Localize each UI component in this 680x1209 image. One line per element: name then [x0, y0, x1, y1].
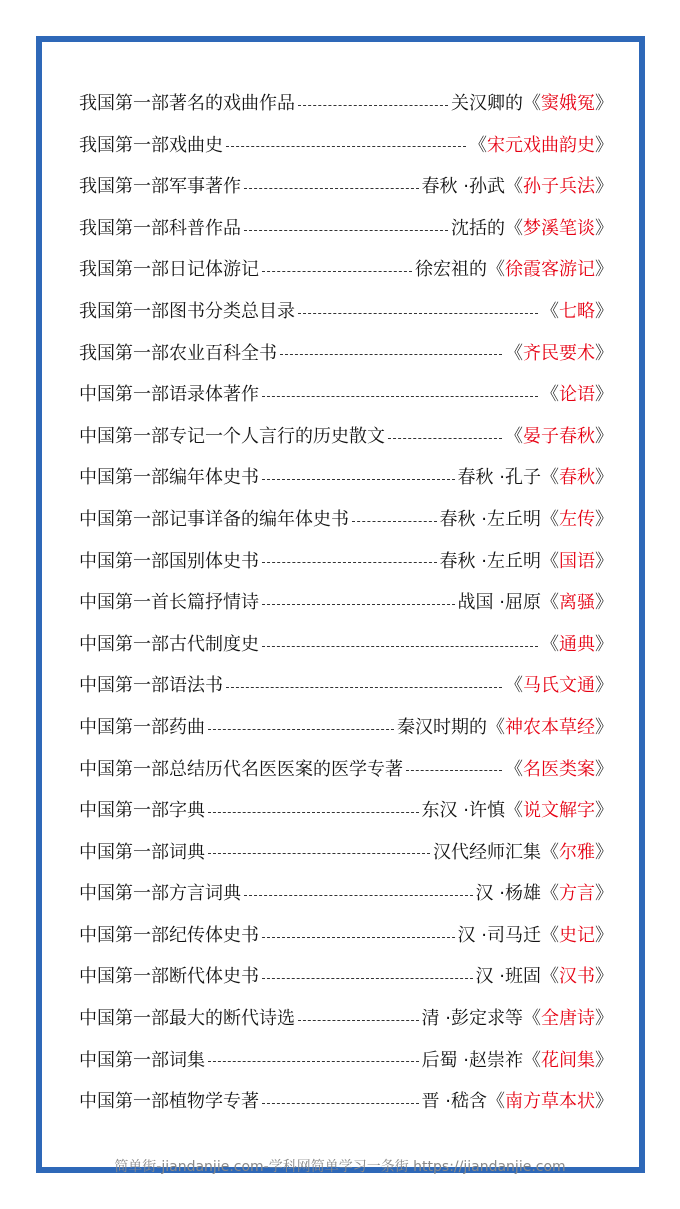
- item-work: [505, 166, 613, 208]
- open-bracket: 《: [505, 425, 523, 447]
- item-title: 汉书: [559, 966, 595, 988]
- open-bracket: 《: [505, 217, 523, 239]
- close-bracket: 》: [595, 592, 613, 614]
- close-bracket: 》: [595, 259, 613, 281]
- item-author: 战国 ·屈原: [457, 592, 541, 614]
- item-author: 春秋 ·孙武: [421, 176, 505, 198]
- item-author: 汉 ·班固: [475, 966, 541, 988]
- list-item: [79, 83, 613, 125]
- item-author: 春秋 ·左丘明: [439, 508, 541, 530]
- list-item: [79, 624, 613, 666]
- item-author: 清 ·彭定求等: [421, 1008, 523, 1030]
- list-item: [79, 956, 613, 998]
- item-work: [505, 790, 613, 832]
- item-work: [541, 541, 613, 583]
- dash-leader: [262, 395, 538, 397]
- close-bracket: 》: [595, 508, 613, 530]
- item-work: [505, 333, 613, 375]
- close-bracket: 》: [595, 217, 613, 239]
- item-subject: 中国第一部植物学专著: [79, 1091, 259, 1113]
- item-title: 说文解字: [523, 800, 595, 822]
- list-item: [79, 333, 613, 375]
- item-title: 论语: [559, 384, 595, 406]
- item-subject: 我国第一部著名的戏曲作品: [79, 93, 295, 114]
- item-title: 春秋: [559, 467, 595, 489]
- item-title: 宋元戏曲韵史: [487, 134, 595, 156]
- item-author: 徐宏祖的: [415, 259, 487, 281]
- open-bracket: 《: [541, 508, 559, 530]
- item-subject: 我国第一部军事著作: [79, 176, 241, 198]
- dash-leader: [406, 769, 502, 771]
- open-bracket: 《: [523, 93, 541, 114]
- item-work: [523, 1040, 613, 1082]
- item-work: [505, 208, 613, 250]
- open-bracket: 《: [541, 966, 559, 988]
- dash-leader: [262, 561, 437, 563]
- item-title: 方言: [559, 883, 595, 905]
- item-subject: 中国第一部国别体史书: [79, 550, 259, 572]
- dash-leader: [262, 936, 455, 938]
- item-title: 神农本草经: [505, 716, 595, 738]
- item-title: 花间集: [541, 1049, 595, 1071]
- item-author: 春秋 ·左丘明: [439, 550, 541, 572]
- firsts-list: [79, 83, 613, 1123]
- open-bracket: 《: [487, 1091, 505, 1113]
- dash-leader: [262, 270, 412, 272]
- dash-leader: [208, 1060, 419, 1062]
- item-work: [541, 624, 613, 666]
- item-title: 晏子春秋: [523, 425, 595, 447]
- list-item: [79, 1081, 613, 1123]
- dash-leader: [262, 478, 455, 480]
- dash-leader: [298, 104, 448, 106]
- dash-leader: [208, 728, 394, 730]
- item-title: 通典: [559, 633, 595, 655]
- item-author: 沈括的: [451, 217, 505, 239]
- item-title: 窦娥冤: [541, 93, 595, 114]
- list-item: [79, 457, 613, 499]
- dash-leader: [262, 603, 455, 605]
- list-item: [79, 541, 613, 583]
- item-subject: 中国第一部最大的断代诗选: [79, 1008, 295, 1030]
- dash-leader: [388, 437, 502, 439]
- item-work: [523, 998, 613, 1040]
- dash-leader: [226, 145, 466, 147]
- item-subject: 中国第一部记事详备的编年体史书: [79, 508, 349, 530]
- close-bracket: 》: [595, 93, 613, 114]
- list-item: [79, 125, 613, 167]
- open-bracket: 《: [541, 633, 559, 655]
- item-author: 汉 ·杨雄: [475, 883, 541, 905]
- item-subject: 中国第一部词集: [79, 1049, 205, 1071]
- open-bracket: 《: [505, 675, 523, 697]
- item-subject: 中国第一部编年体史书: [79, 467, 259, 489]
- open-bracket: 《: [541, 300, 559, 322]
- list-item: [79, 873, 613, 915]
- dash-leader: [262, 977, 473, 979]
- list-item: [79, 416, 613, 458]
- close-bracket: 》: [595, 384, 613, 406]
- item-subject: 中国第一部专记一个人言行的历史散文: [79, 425, 385, 447]
- item-subject: 中国第一部词典: [79, 841, 205, 863]
- item-author: 汉 ·司马迁: [457, 924, 541, 946]
- item-work: [505, 749, 613, 791]
- close-bracket: 》: [595, 633, 613, 655]
- item-subject: 中国第一部语法书: [79, 675, 223, 697]
- item-work: [541, 956, 613, 998]
- item-title: 左传: [559, 508, 595, 530]
- item-author: 关汉卿的: [451, 93, 523, 114]
- item-work: [487, 1081, 613, 1123]
- item-title: 名医类案: [523, 758, 595, 780]
- list-item: [79, 832, 613, 874]
- item-subject: 我国第一部农业百科全书: [79, 342, 277, 364]
- close-bracket: 》: [595, 675, 613, 697]
- close-bracket: 》: [595, 467, 613, 489]
- list-item: [79, 374, 613, 416]
- dash-leader: [298, 1019, 419, 1021]
- open-bracket: 《: [505, 342, 523, 364]
- dash-leader: [262, 1102, 419, 1104]
- item-subject: 我国第一部图书分类总目录: [79, 300, 295, 322]
- item-author: 东汉 ·许慎: [421, 800, 505, 822]
- close-bracket: 》: [595, 1008, 613, 1030]
- dash-leader: [262, 645, 538, 647]
- open-bracket: 《: [541, 883, 559, 905]
- item-subject: 中国第一部药曲: [79, 716, 205, 738]
- item-title: 孙子兵法: [523, 176, 595, 198]
- item-title: 马氏文通: [523, 675, 595, 697]
- list-item: [79, 499, 613, 541]
- list-item: [79, 707, 613, 749]
- item-work: [469, 125, 613, 167]
- item-subject: 中国第一部语录体著作: [79, 384, 259, 406]
- close-bracket: 》: [595, 883, 613, 905]
- open-bracket: 《: [505, 758, 523, 780]
- close-bracket: 》: [595, 841, 613, 863]
- item-work: [541, 499, 613, 541]
- item-subject: 中国第一部纪传体史书: [79, 924, 259, 946]
- list-item: [79, 915, 613, 957]
- item-author: 后蜀 ·赵崇祚: [421, 1049, 523, 1071]
- item-subject: 中国第一部方言词典: [79, 883, 241, 905]
- close-bracket: 》: [595, 716, 613, 738]
- dash-leader: [352, 520, 437, 522]
- close-bracket: 》: [595, 300, 613, 322]
- item-work: [541, 291, 613, 333]
- open-bracket: 《: [505, 800, 523, 822]
- open-bracket: 《: [541, 924, 559, 946]
- item-subject: 我国第一部戏曲史: [79, 134, 223, 156]
- item-title: 梦溪笔谈: [523, 217, 595, 239]
- open-bracket: 《: [523, 1008, 541, 1030]
- item-title: 史记: [559, 924, 595, 946]
- item-subject: 中国第一部断代体史书: [79, 966, 259, 988]
- item-subject: 中国第一部字典: [79, 800, 205, 822]
- item-subject: 中国第一首长篇抒情诗: [79, 592, 259, 614]
- close-bracket: 》: [595, 134, 613, 156]
- open-bracket: 《: [541, 384, 559, 406]
- list-item: [79, 582, 613, 624]
- dash-leader: [208, 811, 419, 813]
- open-bracket: 《: [487, 716, 505, 738]
- list-item: [79, 291, 613, 333]
- list-item: [79, 249, 613, 291]
- list-item: [79, 166, 613, 208]
- item-work: [541, 832, 613, 874]
- open-bracket: 《: [541, 841, 559, 863]
- item-author: 汉代经师汇集: [433, 841, 541, 863]
- dash-leader: [244, 229, 448, 231]
- item-title: 离骚: [559, 592, 595, 614]
- close-bracket: 》: [595, 550, 613, 572]
- item-work: [505, 665, 613, 707]
- list-item: [79, 790, 613, 832]
- item-subject: 中国第一部古代制度史: [79, 633, 259, 655]
- item-title: 全唐诗: [541, 1008, 595, 1030]
- close-bracket: 》: [595, 425, 613, 447]
- item-title: 徐霞客游记: [505, 259, 595, 281]
- item-work: [541, 582, 613, 624]
- page-frame: [36, 36, 645, 1173]
- item-title: 七略: [559, 300, 595, 322]
- close-bracket: 》: [595, 758, 613, 780]
- item-work: [541, 873, 613, 915]
- dash-leader: [226, 686, 502, 688]
- dash-leader: [280, 353, 502, 355]
- open-bracket: 《: [505, 176, 523, 198]
- list-item: [79, 998, 613, 1040]
- item-work: [541, 374, 613, 416]
- item-work: [541, 457, 613, 499]
- open-bracket: 《: [523, 1049, 541, 1071]
- open-bracket: 《: [541, 592, 559, 614]
- item-title: 南方草本状: [505, 1091, 595, 1113]
- open-bracket: 《: [487, 259, 505, 281]
- item-title: 尔雅: [559, 841, 595, 863]
- item-subject: 我国第一部科普作品: [79, 217, 241, 239]
- item-title: 国语: [559, 550, 595, 572]
- item-work: [487, 249, 613, 291]
- item-work: [541, 915, 613, 957]
- list-item: [79, 1040, 613, 1082]
- item-author: 秦汉时期的: [397, 716, 487, 738]
- close-bracket: 》: [595, 1091, 613, 1113]
- item-subject: 我国第一部日记体游记: [79, 259, 259, 281]
- open-bracket: 《: [469, 134, 487, 156]
- item-work: [505, 416, 613, 458]
- open-bracket: 《: [541, 550, 559, 572]
- item-work: [523, 83, 613, 125]
- dash-leader: [298, 312, 538, 314]
- close-bracket: 》: [595, 342, 613, 364]
- item-work: [487, 707, 613, 749]
- close-bracket: 》: [595, 924, 613, 946]
- list-item: [79, 665, 613, 707]
- close-bracket: 》: [595, 1049, 613, 1071]
- close-bracket: 》: [595, 176, 613, 198]
- dash-leader: [208, 852, 430, 854]
- dash-leader: [244, 187, 419, 189]
- close-bracket: 》: [595, 966, 613, 988]
- list-item: [79, 749, 613, 791]
- item-subject: 中国第一部总结历代名医医案的医学专著: [79, 758, 403, 780]
- close-bracket: 》: [595, 800, 613, 822]
- dash-leader: [244, 894, 473, 896]
- item-title: 齐民要术: [523, 342, 595, 364]
- open-bracket: 《: [541, 467, 559, 489]
- footer-watermark: 简单街-jiandanjie.com-学科网简单学习一条街 https://jiandanjie.com: [114, 1159, 566, 1175]
- item-author: 春秋 ·孔子: [457, 467, 541, 489]
- list-item: [79, 208, 613, 250]
- item-author: 晋 ·嵇含: [421, 1091, 487, 1113]
